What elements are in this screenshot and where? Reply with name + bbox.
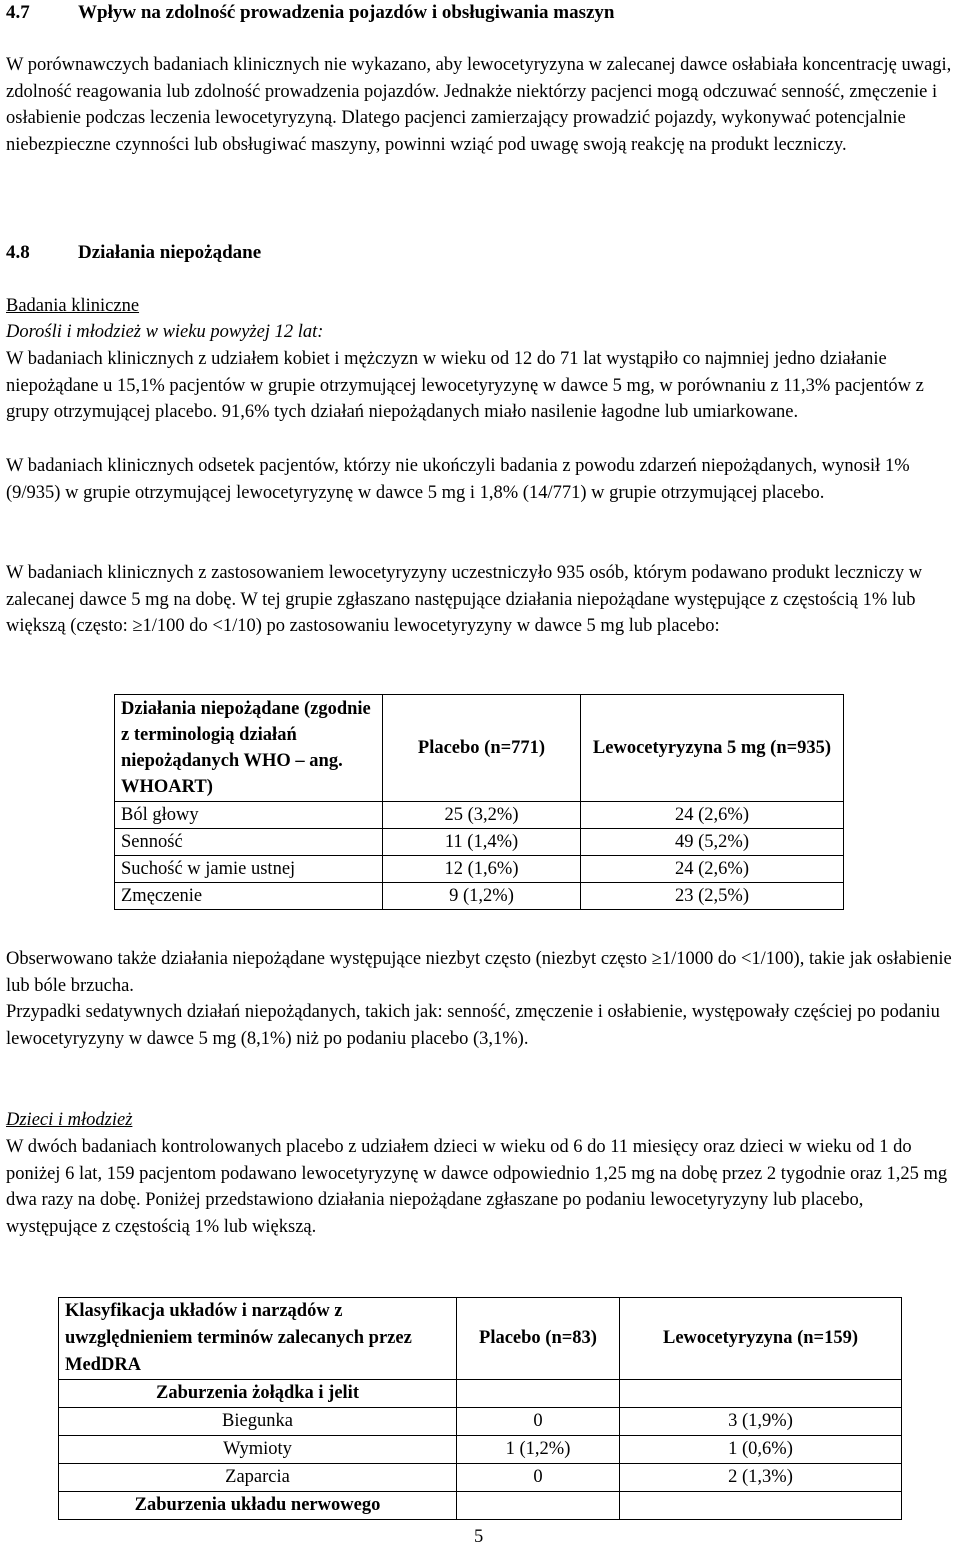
header-placebo: Placebo (n=771) <box>383 695 581 802</box>
driving-paragraph: W porównawczych badaniach klinicznych nie wykazano, aby lewocetyryzyna w zalecanej dawce osłabiała koncentrację uwagi, zdolność reagowania lub zdolność prowadzenia pojazdów. Jednakże niektórzy pacjenci mogą odczuwać senność, zmęczenie i osłabienie podczas leczenia lewocetyryzyną. Dlatego pacjenci zamierzający prowadzić pojazdy, wykonywać potencjalnie niebezpieczne czynności lub obsługiwać maszyny, powinni wziąć pod uwagę swoją reakcję na produkt leczniczy. <box>6 55 952 155</box>
adults-paragraph-1: W badaniach klinicznych z udziałem kobiet i mężczyzn w wieku od 12 do 71 lat wystąpiło co najmniej jedno działanie niepożądane u 15,1% pacjentów w grupie otrzymującej lewocetyryzynę w dawce 5 mg, w porównaniu z 11,3% pacjentów z grupy otrzymującej placebo. 91,6% tych działań niepożądanych miało nasilenie łagodne lub umiarkowane. <box>6 349 924 422</box>
cell-levocetirizine: 24 (2,6%) <box>581 856 844 883</box>
cell-levocetirizine: 3 (1,9%) <box>620 1408 902 1436</box>
empty-cell <box>620 1380 902 1408</box>
cell-reaction: Zaparcia <box>59 1464 457 1492</box>
cell-placebo: 1 (1,2%) <box>457 1436 620 1464</box>
section-4-8-heading <box>6 240 261 267</box>
cell-placebo: 9 (1,2%) <box>383 883 581 910</box>
page-number: 5 <box>474 1527 484 1547</box>
header-classification: Klasyfikacja układów i narządów z uwzględnieniem terminów zalecanych przez MedDRA <box>59 1298 457 1380</box>
category-row <box>59 1492 902 1520</box>
uncommon-reactions-paragraph: Obserwowano także działania niepożądane występujące niezbyt często (niezbyt często ≥1/1000 do <1/100), takie jak osłabienie lub bóle brzucha. <box>6 949 952 996</box>
table-header-row <box>59 1298 902 1380</box>
section-title: Działania niepożądane <box>78 242 262 263</box>
adults-subheading: Dorośli i młodzież w wieku powyżej 12 lat: <box>6 322 324 342</box>
category-gastro: Zaburzenia żołądka i jelit <box>59 1380 457 1408</box>
header-reactions: Działania niepożądane (zgodnie z terminologią działań niepożądanych WHO – ang. WHOART) <box>115 695 383 802</box>
empty-cell <box>457 1492 620 1520</box>
cell-levocetirizine: 24 (2,6%) <box>581 802 844 829</box>
table-row <box>59 1464 902 1492</box>
table-row <box>59 1408 902 1436</box>
section-number: 4.8 <box>6 242 30 263</box>
cell-reaction: Senność <box>115 829 383 856</box>
table-row <box>115 883 844 910</box>
header-levocetirizine: Lewocetyryzyna 5 mg (n=935) <box>581 695 844 802</box>
cell-placebo: 0 <box>457 1408 620 1436</box>
cell-placebo: 25 (3,2%) <box>383 802 581 829</box>
cell-reaction: Biegunka <box>59 1408 457 1436</box>
header-placebo: Placebo (n=83) <box>457 1298 620 1380</box>
sedative-reactions-paragraph: Przypadki sedatywnych działań niepożądanych, takich jak: senność, zmęczenie i osłabienie, występowały częściej po podaniu lewocetyryzyny w dawce 5 mg (8,1%) niż po podaniu placebo (3,1%). <box>6 1002 940 1049</box>
cell-levocetirizine: 2 (1,3%) <box>620 1464 902 1492</box>
children-paragraph: W dwóch badaniach kontrolowanych placebo z udziałem dzieci w wieku od 6 do 11 miesięcy oraz dzieci w wieku od 1 do poniżej 6 lat, 159 pacjentom podawano lewocetyryzynę w dawce odpowiednio 1,25 mg na dobę przez 2 tygodnie oraz 1,25 mg dwa razy na dobę. Poniżej przedstawiono działania niepożądane zgłaszane po podaniu lewocetyryzyny lub placebo, występujące z częstością 1% lub większą. <box>6 1137 948 1237</box>
cell-levocetirizine: 49 (5,2%) <box>581 829 844 856</box>
table-row <box>115 856 844 883</box>
table-row <box>59 1436 902 1464</box>
empty-cell <box>620 1492 902 1520</box>
table-row <box>115 802 844 829</box>
cell-levocetirizine: 1 (0,6%) <box>620 1436 902 1464</box>
clinical-trials-subheading: Badania kliniczne <box>6 296 140 316</box>
cell-placebo: 11 (1,4%) <box>383 829 581 856</box>
adults-paragraph-2: W badaniach klinicznych odsetek pacjentów, którzy nie ukończyli badania z powodu zdarzeń niepożądanych, wynosił 1% (9/935) w grupie otrzymującej lewocetyryzynę w dawce 5 mg i 1,8% (14/771) w grupie otrzymującej placebo. <box>6 456 910 503</box>
empty-cell <box>457 1380 620 1408</box>
section-4-7-heading <box>6 0 954 27</box>
cell-reaction: Ból głowy <box>115 802 383 829</box>
cell-levocetirizine: 23 (2,5%) <box>581 883 844 910</box>
section-number: 4.7 <box>6 2 30 23</box>
cell-placebo: 12 (1,6%) <box>383 856 581 883</box>
cell-placebo: 0 <box>457 1464 620 1492</box>
section-title: Wpływ na zdolność prowadzenia pojazdów i obsługiwania maszyn <box>78 2 615 23</box>
table-header-row <box>115 695 844 802</box>
cell-reaction: Wymioty <box>59 1436 457 1464</box>
adults-paragraph-3: W badaniach klinicznych z zastosowaniem lewocetyryzyny uczestniczyło 935 osób, którym podawano produkt leczniczy w zalecanej dawce 5 mg na dobę. W tej grupie zgłaszano następujące działania niepożądane występujące z częstością 1% lub większą (często: ≥1/100 do <1/10) po zastosowaniu lewocetyryzyny w dawce 5 mg lub placebo: <box>6 563 923 636</box>
adverse-reactions-table-children <box>58 1297 902 1520</box>
category-nervous: Zaburzenia układu nerwowego <box>59 1492 457 1520</box>
cell-reaction: Suchość w jamie ustnej <box>115 856 383 883</box>
cell-reaction: Zmęczenie <box>115 883 383 910</box>
adverse-reactions-table-adults <box>114 694 844 910</box>
table-row <box>115 829 844 856</box>
category-row <box>59 1380 902 1408</box>
children-subheading: Dzieci i młodzież <box>6 1110 133 1130</box>
header-levocetirizine: Lewocetyryzyna (n=159) <box>620 1298 902 1380</box>
